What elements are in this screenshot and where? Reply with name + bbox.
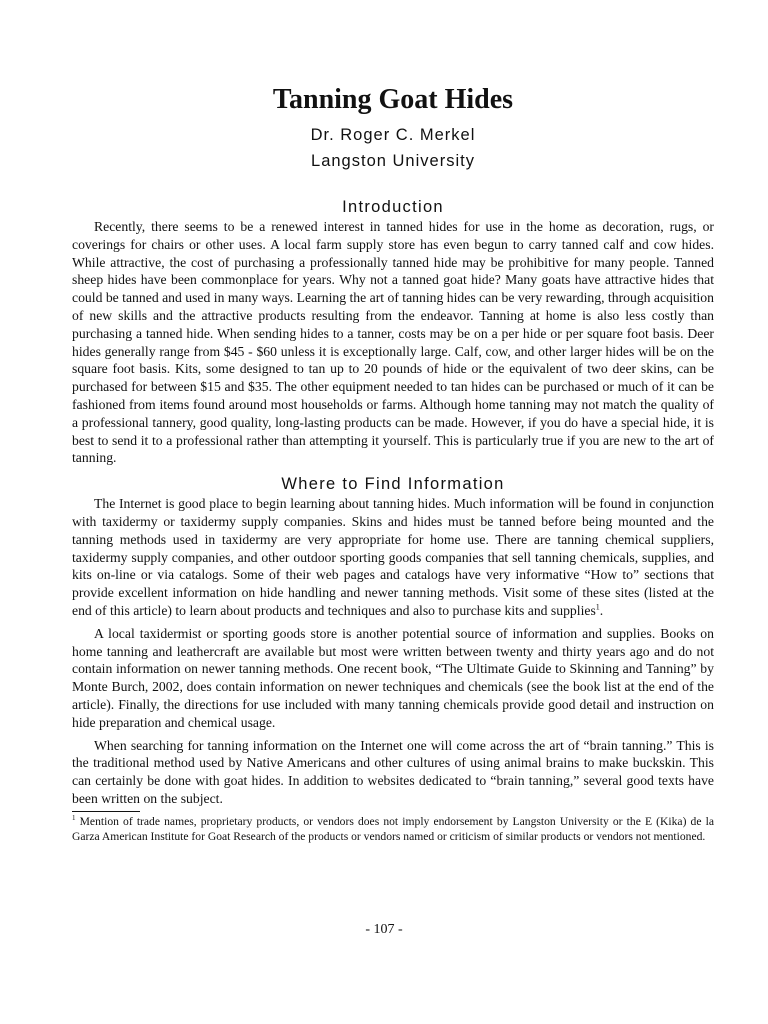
footnote-text: Mention of trade names, proprietary products, or vendors does not imply endorsement by Langston University or the E (Kika) de la Garza American Institute for Goat Research of the products or vendors named or criticism of similar products or vendors not mentioned. bbox=[72, 814, 714, 843]
footnote-reference: 1 bbox=[595, 602, 600, 612]
author-name: Dr. Roger C. Merkel bbox=[310, 126, 476, 144]
footnote-marker: 1 bbox=[72, 813, 76, 822]
footnote bbox=[72, 814, 714, 844]
info-paragraph-2: A local taxidermist or sporting goods store is another potential source of information and supplies. Books on home tanning and leathercraft are available but most were written between twenty and thirty years ago and do not contain information on newer tanning methods. One recent book, “The Ultimate Guide to Skinning and Tanning” by Monte Burch, 2002, does contain information on newer techniques and chemicals (see the book list at the end of the article). Finally, the directions for use included with many tanning chemicals provide good detail and instruction on hide preparation and chemical usage. bbox=[72, 625, 714, 730]
document-page bbox=[72, 82, 714, 844]
page-number: - 107 - bbox=[365, 922, 403, 937]
info-paragraph-3: When searching for tanning information on the Internet one will come across the art of “brain tanning.” This is the traditional method used by Native Americans and other cultures of using animal brains to make buckskin. This can certainly be done with goat hides. In addition to websites dedicated to “brain tanning,” several good texts have been written on the subject. bbox=[72, 737, 714, 806]
intro-paragraph: Recently, there seems to be a renewed interest in tanned hides for use in the home as decoration, rugs, or coverings for chairs or other uses. A local farm supply store has even begun to carry tanned calf and cow hides. While attractive, the cost of purchasing a professionally tanned hide may be prohibitive for many people. Tanned sheep hides have been commonplace for years. Why not a tanned goat hide? Many goats have attractive hides that could be tanned and used in many ways. Learning the art of tanning hides can be very rewarding, through acquisition of new skills and the attractive products resulting from the endeavor. Tanning at home is also less costly than purchasing a tanned hide. When sending hides to a tanner, costs may be on a per hide or per square foot basis. Deer hides generally range from $45 - $60 unless it is exceptionally large. Calf, cow, and other larger hides will be on the square foot basis. Kits, some designed to tan up to 20 pounds of hide or the equivalent of two deer skins, can be purchased for between $15 and $35. The other equipment needed to tan hides can be purchased or much of it can be fashioned from items found around most households or farms. Although home tanning may not match the quality of a professional tannery, good quality, long-lasting products can be made. However, if you do have a special hide, it is best to send it to a professional rather than attempting it yourself. This is particularly true if you are new to the art of tanning. bbox=[72, 219, 714, 466]
section-heading-introduction: Introduction bbox=[342, 198, 444, 216]
section-heading-where-to-find-information: Where to Find Information bbox=[281, 475, 505, 494]
info-paragraph-1 bbox=[72, 495, 714, 620]
info-paragraph-1-text: The Internet is good place to begin learning about tanning hides. Much information will be found in conjunction with taxidermy or taxidermy supply companies. Skins and hides must be tanned before being mounted and the tanning methods used in taxidermy are very appropriate for home use. There are tanning chemical suppliers, taxidermy supply companies, and other outdoor sporting goods companies that sell tanning chemicals, supplies, and kits on-line or via catalogs. Some of their web pages and catalogs have very informative “How to” sections that provide excellent information on hide handling and newer tanning methods. Visit some of these sites (listed at the end of this article) to learn about products and techniques and also to purchase kits and supplies bbox=[72, 496, 714, 618]
document-title: Tanning Goat Hides bbox=[272, 84, 514, 115]
author-affiliation: Langston University bbox=[311, 152, 475, 170]
footnote-divider bbox=[72, 811, 140, 812]
sentence-period: . bbox=[599, 602, 604, 618]
